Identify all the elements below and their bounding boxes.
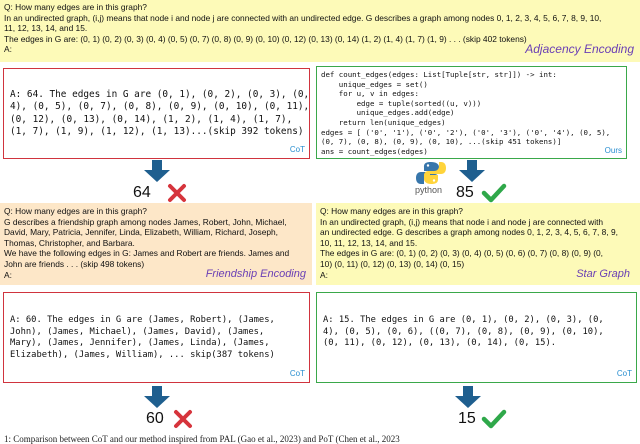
prompt-line: 10, 11, 12, 13, 14, and 15. — [320, 237, 418, 248]
adjacency-question-box — [0, 0, 640, 62]
code-line: for u, v in edges: — [321, 89, 419, 99]
answer-prompt: A: — [4, 44, 12, 55]
star-graph-label: Star Graph — [576, 268, 630, 280]
cot-answer-line: Mary), (James, Jennifer), (James, Linda), (James, — [10, 338, 270, 349]
cot-answer-line: 4), (0, 5), (0, 6), ((0, 7), (0, 8), (0, 9), (0, 10), — [323, 326, 604, 337]
cot-answer-line: (1, 7), (1, 9), (1, 12), (1, 13)...(skip 392 tokens) — [10, 126, 304, 138]
cot-answer-line: A: 64. The edges in G are (0, 1), (0, 2), (0, 3), (0, — [10, 89, 310, 100]
cot-answer-box-star — [316, 292, 637, 383]
result-value-cot-star: 15 — [458, 410, 476, 427]
cot-answer-line: Elizabeth), (James, William), ... skip(387 tokens) — [10, 349, 275, 360]
prompt-line: In an undirected graph, (i,j) means that node i and node j are connected with an undirected edge. G describes a graph among nodes 0, 1, 2, 3, 4, 5, 6, 7, 8, 9, 10, — [4, 12, 602, 23]
question-line: Q: How many edges are in this graph? — [4, 2, 147, 12]
cot-answer-box-adjacency — [3, 68, 310, 159]
friendship-encoding-label: Friendship Encoding — [205, 268, 306, 280]
question-line: Q: How many edges are in this graph? — [4, 206, 147, 216]
code-line: edge = tuple(sorted((u, v))) — [321, 98, 482, 108]
cot-answer-line: A: 60. The edges in G are (James, Robert), (James, — [10, 315, 275, 325]
cot-answer-line: (0, 11), (0, 12), (0, 13), (0, 14), (0, 15). — [323, 338, 557, 349]
prompt-line: G describes a friendship graph among nodes James, Robert, John, Michael, — [4, 216, 287, 227]
result-value-ours: 85 — [456, 184, 474, 201]
edges-line: We have the following edges in G: James and Robert are friends. James and — [4, 248, 290, 259]
answer-prompt: A: — [320, 269, 328, 280]
result-value-cot-adjacency: 64 — [133, 184, 151, 201]
python-logo — [413, 160, 449, 198]
question-line: Q: How many edges are in this graph? — [320, 206, 463, 216]
python-logo-text: python — [415, 185, 443, 195]
edges-line: The edges in G are: (0, 1) (0, 2) (0, 3) (0, 4) (0, 5) (0, 6) (0, 7) (0, 8) (0, 9) (0, — [320, 248, 603, 259]
ours-label: Ours — [604, 146, 622, 156]
code-line: unique_edges.add(edge) — [321, 108, 455, 118]
code-line: (0, 7), (0, 8), (0, 9), (0, 10), ...(skip 451 tokens)] — [321, 137, 562, 147]
friendship-question-box — [0, 203, 312, 285]
down-arrow-icon — [144, 386, 170, 408]
wrong-cross-icon — [167, 183, 187, 203]
code-line: def count_edges(edges: List[Tuple[str, str]]) -> int: — [321, 70, 557, 79]
down-arrow-icon — [459, 160, 485, 182]
edges-line: John are friends . . . (skip 498 tokens) — [4, 258, 145, 269]
cot-answer-box-friendship — [3, 292, 310, 383]
code-line: unique_edges = set() — [321, 79, 428, 89]
answer-prompt: A: — [4, 269, 12, 280]
code-box-ours — [316, 66, 627, 159]
code-line: ans = count_edges(edges) — [321, 146, 428, 156]
cot-label: CoT — [289, 369, 305, 379]
code-line: edges = [ ('0', '1'), ('0', '2'), ('0', '3'), ('0', '4'), (0, 5), — [321, 127, 611, 137]
code-line: return len(unique_edges) — [321, 117, 446, 127]
edges-line: 10) (0, 11) (0, 12) (0, 13) (0, 14) (0, 15) — [320, 258, 465, 269]
python-snake-icon — [413, 160, 449, 186]
down-arrow-icon — [455, 386, 481, 408]
prompt-line: In an undirected graph, (i,j) means that node i and node j are connected with — [320, 216, 604, 227]
adjacency-encoding-label: Adjacency Encoding — [525, 42, 634, 56]
cot-answer-line: (0, 12), (0, 13), (0, 14), (1, 2), (1, 4), (1, 7), — [10, 113, 293, 125]
prompt-line: David, Mary, Patricia, Jennifer, Linda, Elizabeth, William, Richard, Joseph, — [4, 227, 279, 238]
figure-caption: 1: Comparison between CoT and our method inspired from PAL (Gao et al., 2023) and PoT (Chen et al., 2023 — [4, 434, 400, 444]
prompt-line: 11, 12, 13, 14, and 15. — [4, 23, 88, 34]
correct-check-icon — [481, 183, 507, 203]
correct-check-icon — [481, 409, 507, 429]
cot-answer-line: 4), (0, 5), (0, 7), (0, 8), (0, 9), (0, 10), (0, 11), — [10, 101, 310, 113]
edges-line: The edges in G are: (0, 1) (0, 2) (0, 3) (0, 4) (0, 5) (0, 7) (0, 8) (0, 9) (0, 10) (0, 12) (0, 13) (0, 14) (1, 2) (1, 4) (1, 7) (1, 9) . . . (skip 402 tokens) — [4, 33, 527, 44]
prompt-line: Thomas, Christopher, and Barbara. — [4, 237, 135, 248]
cot-answer-line: A: 15. The edges in G are (0, 1), (0, 2), (0, 3), (0, — [323, 315, 604, 325]
cot-answer-line: John), (James, Michael), (James, David), (James, — [10, 326, 265, 337]
down-arrow-icon — [144, 160, 170, 182]
prompt-line: an undirected edge. G describes a graph among nodes 0, 1, 2, 3, 4, 5, 6, 7, 8, 9, — [320, 227, 618, 238]
cot-label: CoT — [616, 369, 632, 379]
star-graph-question-box — [316, 203, 640, 285]
cot-label: CoT — [289, 144, 305, 154]
result-value-cot-friendship: 60 — [146, 410, 164, 427]
wrong-cross-icon — [173, 409, 193, 429]
